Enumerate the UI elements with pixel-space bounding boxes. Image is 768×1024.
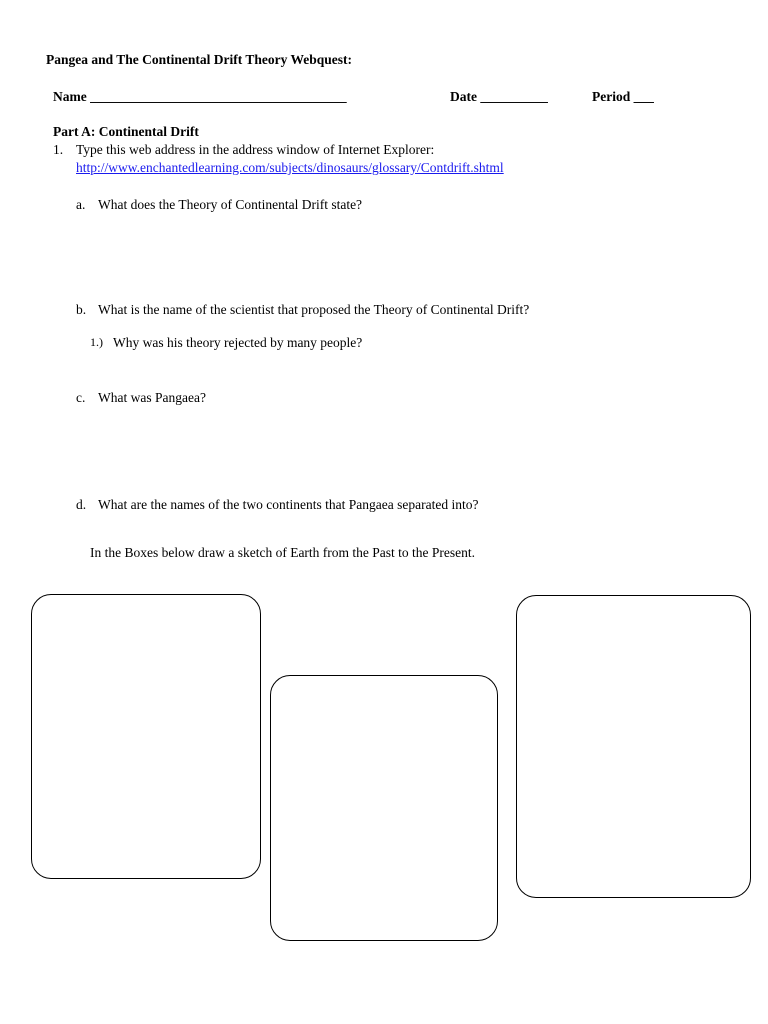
question-b-marker: b. <box>76 302 87 317</box>
period-field[interactable]: Period ___ <box>592 89 654 104</box>
sketch-instruction: In the Boxes below draw a sketch of Earth from the Past to the Present. <box>90 545 476 560</box>
question-b-text: What is the name of the scientist that proposed the Theory of Continental Drift? <box>98 302 530 317</box>
worksheet-title: Pangea and The Continental Drift Theory Webquest: <box>46 52 353 67</box>
question-d-text: What are the names of the two continents that Pangaea separated into? <box>98 497 479 512</box>
subquestion-text: Why was his theory rejected by many people? <box>113 335 363 350</box>
subquestion-marker: 1.) <box>90 335 103 349</box>
question-a-text: What does the Theory of Continental Drift state? <box>98 197 363 212</box>
question-c-text: What was Pangaea? <box>98 390 206 405</box>
question-d-marker: d. <box>76 497 87 512</box>
question-c-marker: c. <box>76 390 86 405</box>
step-1-text: Type this web address in the address window of Internet Explorer: <box>76 142 435 157</box>
question-a-marker: a. <box>76 197 86 212</box>
date-field[interactable]: Date __________ <box>450 89 548 104</box>
sketch-box-past[interactable] <box>31 594 261 879</box>
sketch-box-present[interactable] <box>516 595 751 898</box>
sketch-box-middle[interactable] <box>270 675 498 941</box>
enchanted-learning-link[interactable]: http://www.enchantedlearning.com/subjects/dinosaurs/glossary/Contdrift.shtml <box>76 160 504 175</box>
part-a-heading: Part A: Continental Drift <box>53 124 199 139</box>
name-field[interactable]: Name ______________________________________ <box>53 89 347 104</box>
step-1-number: 1. <box>53 142 64 157</box>
